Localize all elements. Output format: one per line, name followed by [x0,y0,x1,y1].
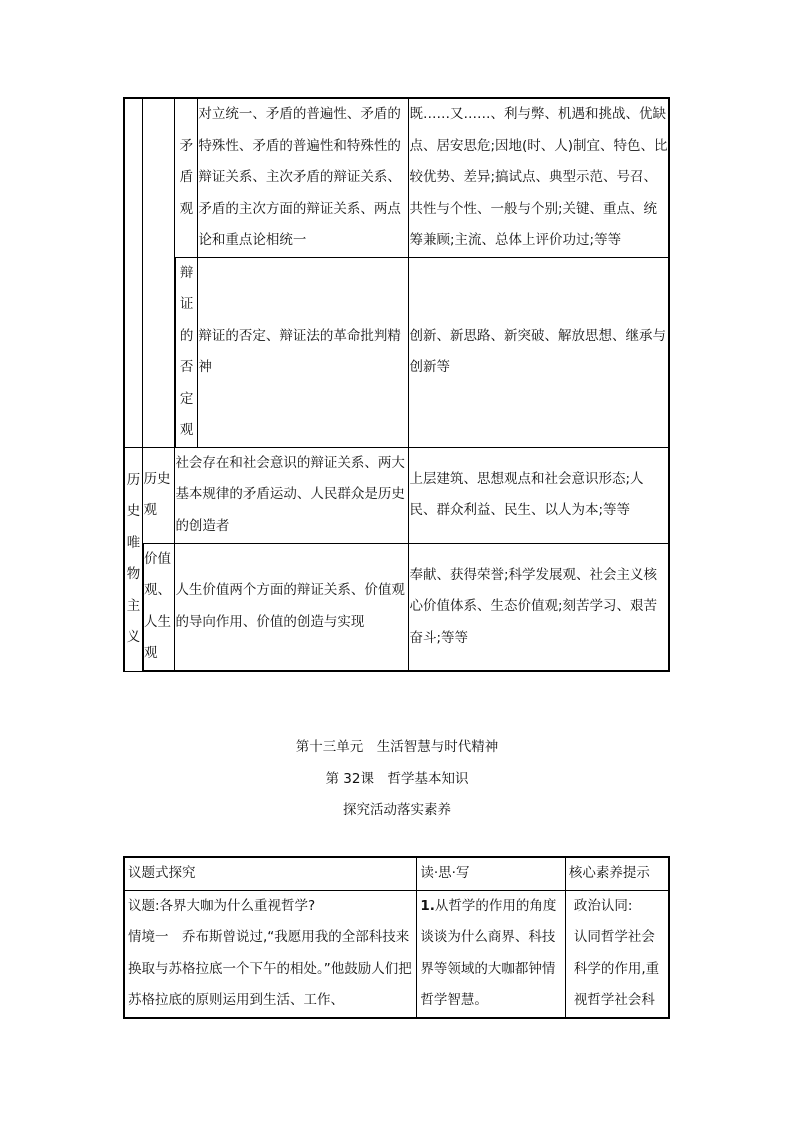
inquiry-table [123,856,670,1019]
vertical-label-char: 矛 [179,137,194,154]
values-view-label: 价值观、人生观 [143,543,175,671]
vertical-label-char: 历 [126,471,141,488]
scenario-text: 情境一 乔布斯曾说过,“我愿用我的全部科技来换取与苏格拉底一个下午的相处。”他鼓励人们把苏格拉底的原则运用到生活、工作、 [128,929,412,1008]
values-view-theory: 人生价值两个方面的辩证关系、价值观的导向作用、价值的创造与实现 [175,543,409,671]
table-row [124,98,669,257]
vertical-label-char: 唯 [126,534,141,551]
vertical-label-char: 盾 [179,169,194,185]
philosophy-summary-table [123,97,670,672]
vertical-label-char: 辩 [179,264,194,281]
section-title: 探究活动落实素养 [343,802,451,818]
question-text: 从哲学的作用的角度谈谈为什么商界、科技界等领域的大咖都钟情哲学智慧。 [420,897,557,1008]
contradiction-keywords: 既……又……、利与弊、机遇和挑战、优缺点、居安思危;因地(时、人)制宜、特色、比较优势、差异;搞试点、典型示范、号召、共性与个性、一般与个别;关键、重点、统筹兼顾;主流、总体上评价功过;等等 [409,98,669,257]
vertical-label-char: 观 [179,422,194,438]
history-view-theory: 社会存在和社会意识的辩证关系、两大基本规律的矛盾运动、人民群众是历史的创造者 [175,447,409,543]
contradiction-label [175,98,198,257]
question-number: 1. [420,897,435,914]
table-header-row [124,857,669,890]
unit-title: 第十三单元 生活智慧与时代精神 [295,739,499,755]
vertical-label-char: 史 [126,503,141,519]
vertical-label-char: 义 [126,629,141,645]
history-view-keywords: 上层建筑、思想观点和社会意识形态;人民、群众利益、民生、以人为本;等等 [409,447,669,543]
hint-cell [565,890,669,1018]
vertical-label-char: 定 [179,390,194,407]
table-row [124,257,669,447]
values-view-keywords: 奉献、获得荣誉;科学发展观、社会主义核心价值体系、生态价值观;刻苦学习、艰苦奋斗;等等 [409,543,669,671]
historical-materialism-label [124,447,143,671]
contradiction-theory: 对立统一、矛盾的普遍性、矛盾的特殊性、矛盾的普遍性和特殊性的辩证关系、主次矛盾的辩证关系、矛盾的主次方面的辩证关系、两点论和重点论相统一 [198,98,409,257]
question-cell [417,890,565,1018]
negation-label [175,257,198,447]
table-row [124,890,669,1018]
hint-text: 认同哲学社会科学的作用,重视哲学社会科 [573,929,660,1008]
table-row [124,447,669,543]
blank-cell [143,98,175,447]
topic-text: 议题:各界大咖为什么重视哲学? [128,897,316,914]
negation-theory: 辩证的否定、辩证法的革命批判精神 [198,257,409,447]
vertical-label-char: 主 [126,597,141,614]
history-view-label: 历史观 [143,447,175,543]
vertical-label-char: 证 [179,296,194,312]
column-header: 议题式探究 [124,857,417,890]
inquiry-cell [124,890,417,1018]
column-header: 读·思·写 [417,857,565,890]
vertical-label-char: 否 [179,359,194,375]
table-row [124,543,669,671]
lesson-title: 第 32课 哲学基本知识 [325,771,469,787]
vertical-label-char: 物 [126,566,141,582]
negation-keywords: 创新、新思路、新突破、解放思想、继承与创新等 [409,257,669,447]
vertical-label-char: 观 [179,200,194,217]
column-header: 核心素养提示 [565,857,669,890]
blank-cell [124,98,143,447]
vertical-label-char: 的 [179,327,194,344]
hint-title: 政治认同: [573,897,633,914]
